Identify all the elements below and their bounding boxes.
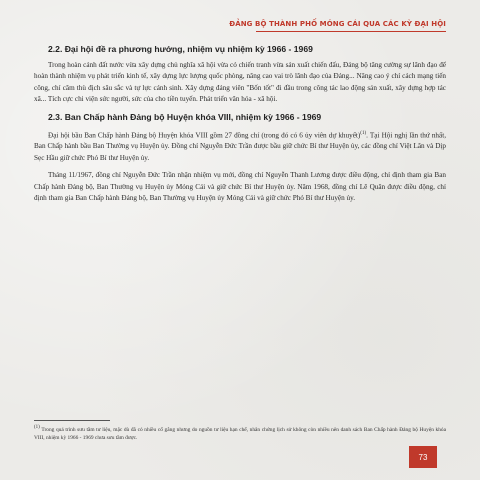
header-rule bbox=[256, 31, 446, 32]
footnote-rule bbox=[34, 420, 110, 421]
footnote-reference[interactable]: (1) bbox=[360, 130, 367, 136]
running-header: ĐẢNG BỘ THÀNH PHỐ MÓNG CÁI QUA CÁC KỲ ĐẠI HỘI bbox=[229, 20, 446, 28]
footnote bbox=[34, 424, 446, 442]
section-heading-2-2: 2.2. Đại hội đề ra phương hướng, nhiệm vụ nhiệm kỳ 1966 - 1969 bbox=[48, 44, 313, 54]
paragraph-election bbox=[34, 128, 446, 165]
paragraph-leadership-changes: Tháng 11/1967, đồng chí Nguyễn Đức Trần nhận nhiệm vụ mới, đồng chí Nguyễn Thanh Lương được điều động, chỉ định tham gia Ban Chấp hành Đảng bộ, Ban Thường vụ Huyện ủy Móng Cái và giữ chức Bí thư Huyện ủy. Năm 1968, đồng chí Lê Quân được điều động, chỉ định tham gia Ban Chấp hành Đảng bộ, Ban Thường vụ Huyện ủy Móng Cái và giữ chức Phó Bí thư Huyện ủy. bbox=[34, 171, 446, 203]
footnote-marker: (1) bbox=[34, 425, 40, 430]
paragraph-election-part-2: . Tại Hội nghị lần thứ nhất, Ban Chấp hành bầu Ban Thường vụ Huyện ủy. Đồng chí Nguyễn Đức Trần được bầu giữ chức Bí thư Huyện ủy, các đồng chí Việt Lân và Dịp Sẹc Hầu giữ chức Phó Bí thư Huyện ủy. bbox=[34, 131, 446, 162]
main-content bbox=[34, 44, 446, 210]
paragraph-directions: Trong hoàn cảnh đất nước vừa xây dựng chủ nghĩa xã hội vừa có chiến tranh vừa sản xuất chiến đấu, Đảng bộ tăng cường sự lãnh đạo để hoàn thành nhiệm vụ phát triển kinh tế, xây dựng lực lượng quốc phòng, nâng cao vai trò lãnh đạo của Đảng... Nâng cao ý chí cách mạng tiến công, chí căm thù địch sâu sắc và tự lực cánh sinh. Xây dựng đảng viên "Bốn tốt" đi đầu trong công tác lao động sản xuất, xây dựng hợp tác xã... Tích cực chi viện sức người, sức của cho tiền tuyến. Phát triển văn hóa - xã hội. bbox=[34, 61, 446, 104]
page-number: 73 bbox=[409, 446, 437, 468]
paragraph-election-part-1: Đại hội bầu Ban Chấp hành Đảng bộ Huyện khóa VIII gồm 27 đồng chí (trong đó có 6 ủy viên dự khuyết) bbox=[48, 131, 361, 140]
section-heading-2-3: 2.3. Ban Chấp hành Đảng bộ Huyện khóa VIII, nhiệm kỳ 1966 - 1969 bbox=[48, 111, 322, 122]
footnote-text: Trong quá trình sưu tầm tư liệu, mặc dù đã có nhiều cố gắng nhưng do nguồn tư liệu hạn chế, nhân chứng lịch sử không còn nhiều nên danh sách Ban Chấp hành Đảng bộ Huyện khóa VIII, nhiệm kỳ 1966 - 1969 chưa sưu tầm được. bbox=[34, 426, 446, 441]
